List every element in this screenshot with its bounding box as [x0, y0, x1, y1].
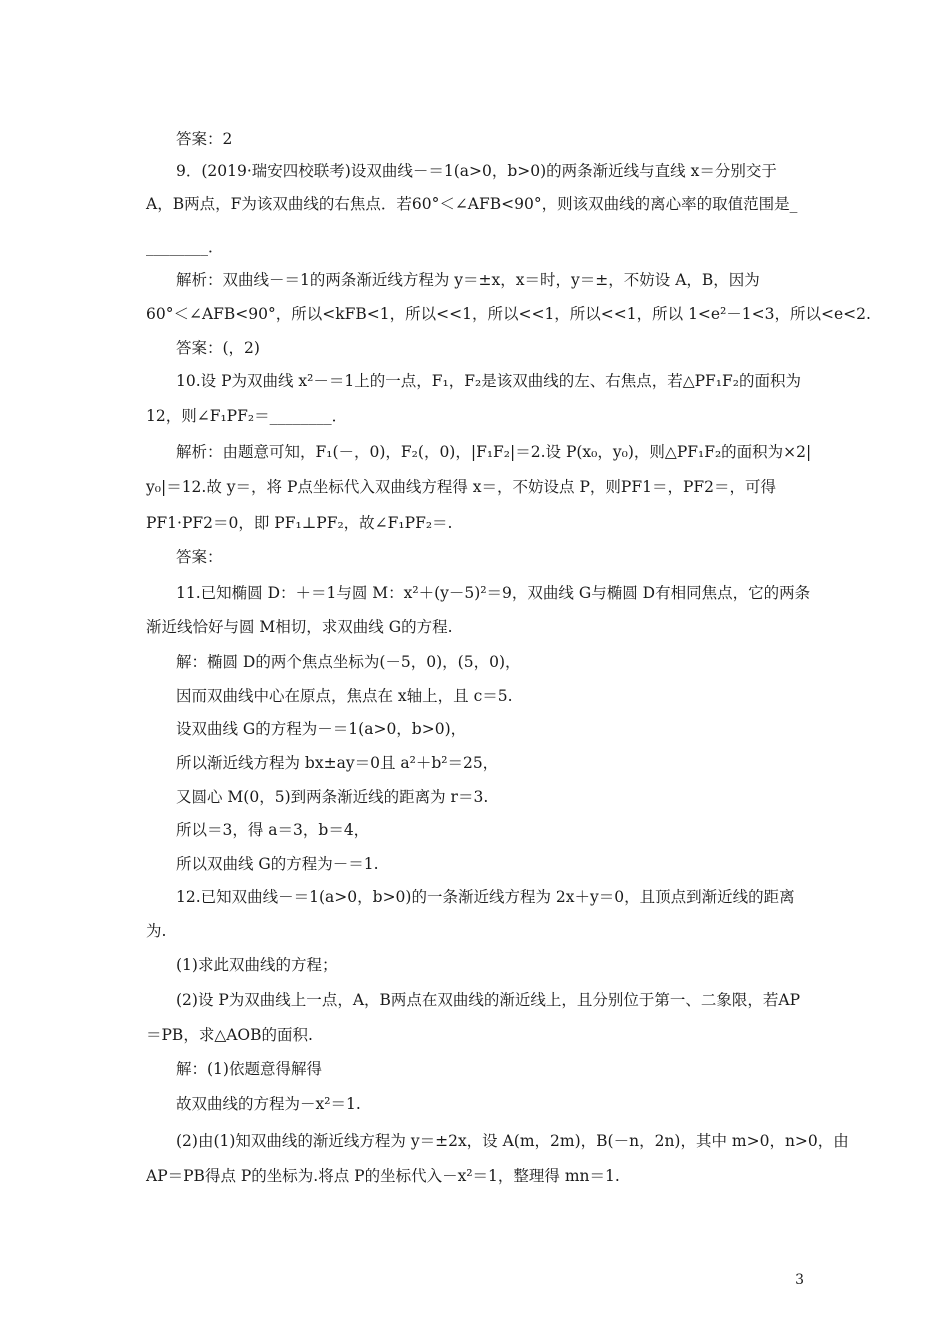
- text-line: 故双曲线的方程为－x²＝1.: [176, 1095, 361, 1113]
- text-line: 60°＜∠AFB<90°，所以<kFB<1，所以<<1，所以<<1，所以<<1，所以 1<e²－1<3，所以<e<2.: [146, 305, 871, 323]
- text-line: 设双曲线 G的方程为－＝1(a>0，b>0)，: [176, 720, 467, 738]
- text-line: 又圆心 M(0，5)到两条渐近线的距离为 r＝3.: [176, 788, 489, 806]
- text-line: 解析：双曲线－＝1的两条渐近线方程为 y＝±x，x＝时，y＝±，不妨设 A，B，因为: [176, 271, 760, 289]
- text-line: AP＝PB得点 P的坐标为.将点 P的坐标代入－x²＝1，整理得 mn＝1.: [146, 1167, 620, 1185]
- text-line: PF1·PF2＝0，即 PF₁⊥PF₂，故∠F₁PF₂＝.: [146, 514, 453, 532]
- text-line: 所以＝3，得 a＝3，b＝4，: [176, 821, 370, 839]
- text-line: A，B两点，F为该双曲线的右焦点．若60°＜∠AFB<90°，则该双曲线的离心率的取值范围是_: [146, 195, 798, 213]
- text-line: 答案：: [176, 548, 223, 566]
- text-line: 答案：2: [176, 130, 233, 148]
- text-line: 为.: [146, 922, 167, 940]
- text-line: (2)由(1)知双曲线的渐近线方程为 y＝±2x，设 A(m，2m)，B(－n，2n)，其中 m>0，n>0，由: [176, 1132, 849, 1150]
- text-line: 10.设 P为双曲线 x²－＝1上的一点，F₁，F₂是该双曲线的左、右焦点，若△PF₁F₂的面积为: [176, 372, 801, 390]
- text-line: 12，则∠F₁PF₂＝________．: [146, 407, 348, 425]
- text-line: 解：(1)依题意得解得: [176, 1060, 322, 1078]
- text-line: 渐近线恰好与圆 M相切，求双曲线 G的方程.: [146, 618, 453, 636]
- text-line: (1)求此双曲线的方程；: [176, 956, 338, 974]
- page-number: 3: [795, 1272, 804, 1288]
- text-line: y₀|＝12.故 y＝，将 P点坐标代入双曲线方程得 x＝，不妨设点 P，则PF1＝，PF2＝，可得: [146, 478, 776, 496]
- text-line: 解析：由题意可知，F₁(－，0)，F₂(，0)，|F₁F₂|＝2.设 P(x₀，y₀)，则△PF₁F₂的面积为×2|: [176, 443, 812, 461]
- text-line: 所以双曲线 G的方程为－＝1.: [176, 855, 379, 873]
- text-line: ________．: [146, 238, 224, 256]
- text-line: (2)设 P为双曲线上一点，A，B两点在双曲线的渐近线上，且分别位于第一、二象限，若AP: [176, 991, 801, 1009]
- text-line: 9．(2019·瑞安四校联考)设双曲线－＝1(a>0，b>0)的两条渐近线与直线 x＝分别交于: [176, 162, 777, 180]
- text-line: 解：椭圆 D的两个焦点坐标为(－5，0)，(5，0)，: [176, 653, 521, 671]
- text-line: 所以渐近线方程为 bx±ay＝0且 a²＋b²＝25，: [176, 754, 499, 772]
- text-line: ＝PB，求△AOB的面积.: [146, 1026, 313, 1044]
- text-line: 11.已知椭圆 D：＋＝1与圆 M：x²＋(y－5)²＝9，双曲线 G与椭圆 D有相同焦点，它的两条: [176, 584, 811, 602]
- text-line: 12.已知双曲线－＝1(a>0，b>0)的一条渐近线方程为 2x＋y＝0，且顶点到渐近线的距离: [176, 888, 795, 906]
- text-line: 答案：(，2): [176, 339, 260, 357]
- text-line: 因而双曲线中心在原点，焦点在 x轴上，且 c＝5.: [176, 687, 513, 705]
